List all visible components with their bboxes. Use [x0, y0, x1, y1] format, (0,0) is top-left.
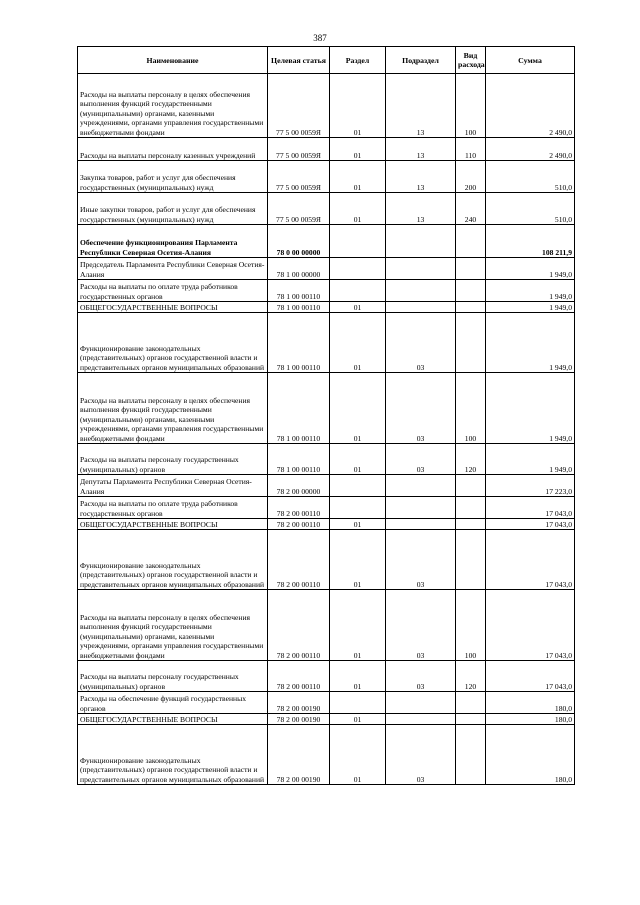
table-cell-subsection: 13 [386, 193, 456, 225]
table-cell-name: Функционирование законодательных (представительных) органов государственной власти и представительных органов муниципальных образований [78, 313, 268, 373]
table-cell-subsection: 03 [386, 373, 456, 444]
table-cell-expense-type [456, 313, 486, 373]
table-cell-target: 78 2 00 00190 [268, 692, 330, 714]
table-cell-name: Расходы на обеспечение функций государственных органов [78, 692, 268, 714]
table-cell-section: 01 [330, 193, 386, 225]
table-cell-expense-type [456, 692, 486, 714]
table-cell-target: 78 2 00 00110 [268, 530, 330, 590]
table-cell-target: 78 1 00 00000 [268, 258, 330, 280]
table-cell-target: 78 2 00 00110 [268, 519, 330, 530]
table-cell-name: Иные закупки товаров, работ и услуг для обеспечения государственных (муниципальных) нужд [78, 193, 268, 225]
table-cell-name: Расходы на выплаты по оплате труда работников государственных органов [78, 497, 268, 519]
table-cell-subsection [386, 714, 456, 725]
table-cell-sum: 2 490,0 [486, 74, 575, 138]
table-cell-sum: 1 949,0 [486, 373, 575, 444]
table-cell-name: Функционирование законодательных (представительных) органов государственной власти и представительных органов муниципальных образований [78, 530, 268, 590]
table-cell-sum: 17 043,0 [486, 497, 575, 519]
column-header-expense-type: Вид расхода [456, 47, 486, 74]
table-cell-section [330, 280, 386, 302]
table-cell-section: 01 [330, 590, 386, 661]
table-row [78, 444, 575, 475]
table-cell-target: 78 2 00 00000 [268, 475, 330, 497]
table-cell-section: 01 [330, 74, 386, 138]
table-cell-section: 01 [330, 302, 386, 313]
table-cell-name: Расходы на выплаты персоналу в целях обеспечения выполнения функций государственными (муниципальными) органами, казенными учреждениями, органами управления государственными внебюджетными фондами [78, 373, 268, 444]
table-cell-section [330, 225, 386, 258]
table-row [78, 313, 575, 373]
table-cell-section: 01 [330, 661, 386, 692]
table-cell-subsection: 03 [386, 530, 456, 590]
table-row [78, 302, 575, 313]
table-cell-sum: 17 043,0 [486, 590, 575, 661]
table-cell-name: Расходы на выплаты персоналу в целях обеспечения выполнения функций государственными (муниципальными) органами, казенными учреждениями, органами управления государственными внебюджетными фондами [78, 74, 268, 138]
table-cell-expense-type [456, 714, 486, 725]
table-cell-expense-type [456, 225, 486, 258]
table-row [78, 590, 575, 661]
table-cell-section: 01 [330, 138, 386, 161]
table-cell-target: 77 5 00 0059Я [268, 138, 330, 161]
table-cell-section: 01 [330, 444, 386, 475]
table-cell-name: Расходы на выплаты персоналу государственных (муниципальных) органов [78, 661, 268, 692]
table-cell-target: 78 0 00 00000 [268, 225, 330, 258]
table-cell-subsection: 13 [386, 74, 456, 138]
table-cell-sum: 1 949,0 [486, 258, 575, 280]
table-cell-sum: 2 490,0 [486, 138, 575, 161]
column-header-subsection: Подраздел [386, 47, 456, 74]
column-header-sum: Сумма [486, 47, 575, 74]
table-cell-target: 78 2 00 00110 [268, 590, 330, 661]
table-row [78, 661, 575, 692]
budget-table [77, 46, 575, 785]
table-cell-expense-type [456, 258, 486, 280]
table-row [78, 725, 575, 785]
table-cell-expense-type [456, 280, 486, 302]
table-cell-sum: 1 949,0 [486, 302, 575, 313]
table-cell-target: 77 5 00 0059Я [268, 161, 330, 193]
column-header-section: Раздел [330, 47, 386, 74]
table-cell-section: 01 [330, 725, 386, 785]
page-number: 387 [313, 33, 327, 43]
table-cell-section [330, 258, 386, 280]
table-cell-target: 78 1 00 00110 [268, 444, 330, 475]
table-cell-target: 78 1 00 00110 [268, 280, 330, 302]
table-cell-section: 01 [330, 373, 386, 444]
table-cell-name: ОБЩЕГОСУДАРСТВЕННЫЕ ВОПРОСЫ [78, 519, 268, 530]
table-cell-expense-type [456, 519, 486, 530]
table-cell-name: Депутаты Парламента Республики Северная Осетия-Алания [78, 475, 268, 497]
table-cell-name: Функционирование законодательных (представительных) органов государственной власти и представительных органов муниципальных образований [78, 725, 268, 785]
column-header-target: Целевая статья [268, 47, 330, 74]
table-cell-section [330, 475, 386, 497]
table-row [78, 225, 575, 258]
table-row [78, 692, 575, 714]
table-cell-name: Председатель Парламента Республики Северная Осетия-Алания [78, 258, 268, 280]
table-cell-section: 01 [330, 519, 386, 530]
table-cell-subsection [386, 497, 456, 519]
table-cell-section [330, 692, 386, 714]
table-cell-subsection: 13 [386, 161, 456, 193]
table-cell-subsection: 03 [386, 444, 456, 475]
table-cell-target: 77 5 00 0059Я [268, 74, 330, 138]
table-cell-subsection: 13 [386, 138, 456, 161]
table-cell-name: Расходы на выплаты персоналу в целях обеспечения выполнения функций государственными (муниципальными) органами, казенными учреждениями, органами управления государственными внебюджетными фондами [78, 590, 268, 661]
table-cell-expense-type: 110 [456, 138, 486, 161]
table-cell-name: Расходы на выплаты по оплате труда работников государственных органов [78, 280, 268, 302]
table-cell-subsection [386, 519, 456, 530]
table-cell-subsection [386, 225, 456, 258]
table-cell-subsection: 03 [386, 313, 456, 373]
table-row [78, 530, 575, 590]
table-cell-sum: 17 043,0 [486, 530, 575, 590]
table-cell-sum: 1 949,0 [486, 444, 575, 475]
table-cell-subsection [386, 475, 456, 497]
table-cell-expense-type: 100 [456, 590, 486, 661]
table-row [78, 280, 575, 302]
table-cell-expense-type [456, 475, 486, 497]
table-row [78, 193, 575, 225]
table-cell-sum: 1 949,0 [486, 280, 575, 302]
table-header-row [78, 47, 575, 74]
column-header-name: Наименование [78, 47, 268, 74]
table-row [78, 519, 575, 530]
table-cell-subsection: 03 [386, 590, 456, 661]
table-cell-expense-type [456, 497, 486, 519]
table-cell-section [330, 497, 386, 519]
table-cell-expense-type: 200 [456, 161, 486, 193]
table-cell-name: ОБЩЕГОСУДАРСТВЕННЫЕ ВОПРОСЫ [78, 714, 268, 725]
table-cell-section: 01 [330, 313, 386, 373]
table-cell-section: 01 [330, 714, 386, 725]
table-cell-target: 78 2 00 00190 [268, 725, 330, 785]
table-cell-sum: 510,0 [486, 161, 575, 193]
table-cell-sum: 180,0 [486, 714, 575, 725]
table-cell-name: Обеспечение функционирования Парламента Республики Северная Осетия-Алания [78, 225, 268, 258]
table-cell-target: 78 1 00 00110 [268, 313, 330, 373]
table-cell-sum: 17 043,0 [486, 519, 575, 530]
table-row [78, 475, 575, 497]
table-row [78, 714, 575, 725]
table-cell-name: ОБЩЕГОСУДАРСТВЕННЫЕ ВОПРОСЫ [78, 302, 268, 313]
table-cell-expense-type: 100 [456, 74, 486, 138]
table-cell-name: Расходы на выплаты персоналу казенных учреждений [78, 138, 268, 161]
table-cell-target: 78 1 00 00110 [268, 373, 330, 444]
table-row [78, 138, 575, 161]
table-cell-sum: 17 223,0 [486, 475, 575, 497]
table-cell-target: 78 2 00 00190 [268, 714, 330, 725]
table-cell-section: 01 [330, 161, 386, 193]
table-cell-sum: 510,0 [486, 193, 575, 225]
table-cell-expense-type [456, 302, 486, 313]
table-cell-sum: 180,0 [486, 725, 575, 785]
table-row [78, 373, 575, 444]
table-cell-expense-type [456, 725, 486, 785]
table-cell-subsection: 03 [386, 661, 456, 692]
table-cell-target: 78 1 00 00110 [268, 302, 330, 313]
table-cell-name: Расходы на выплаты персоналу государственных (муниципальных) органов [78, 444, 268, 475]
table-row [78, 74, 575, 138]
table-body [78, 74, 575, 785]
table-row [78, 497, 575, 519]
table-cell-subsection [386, 302, 456, 313]
table-row [78, 161, 575, 193]
table-cell-name: Закупка товаров, работ и услуг для обеспечения государственных (муниципальных) нужд [78, 161, 268, 193]
table-cell-sum: 180,0 [486, 692, 575, 714]
table-row [78, 258, 575, 280]
table-cell-subsection [386, 258, 456, 280]
table-cell-subsection [386, 280, 456, 302]
table-cell-target: 78 2 00 00110 [268, 497, 330, 519]
table-cell-expense-type: 120 [456, 444, 486, 475]
table-cell-section: 01 [330, 530, 386, 590]
table-cell-expense-type: 120 [456, 661, 486, 692]
table-cell-sum: 17 043,0 [486, 661, 575, 692]
table-cell-subsection [386, 692, 456, 714]
table-cell-sum: 108 211,9 [486, 225, 575, 258]
table-cell-expense-type [456, 530, 486, 590]
table-cell-target: 77 5 00 0059Я [268, 193, 330, 225]
table-cell-expense-type: 240 [456, 193, 486, 225]
table-cell-subsection: 03 [386, 725, 456, 785]
table-cell-target: 78 2 00 00110 [268, 661, 330, 692]
table-cell-expense-type: 100 [456, 373, 486, 444]
table-cell-sum: 1 949,0 [486, 313, 575, 373]
